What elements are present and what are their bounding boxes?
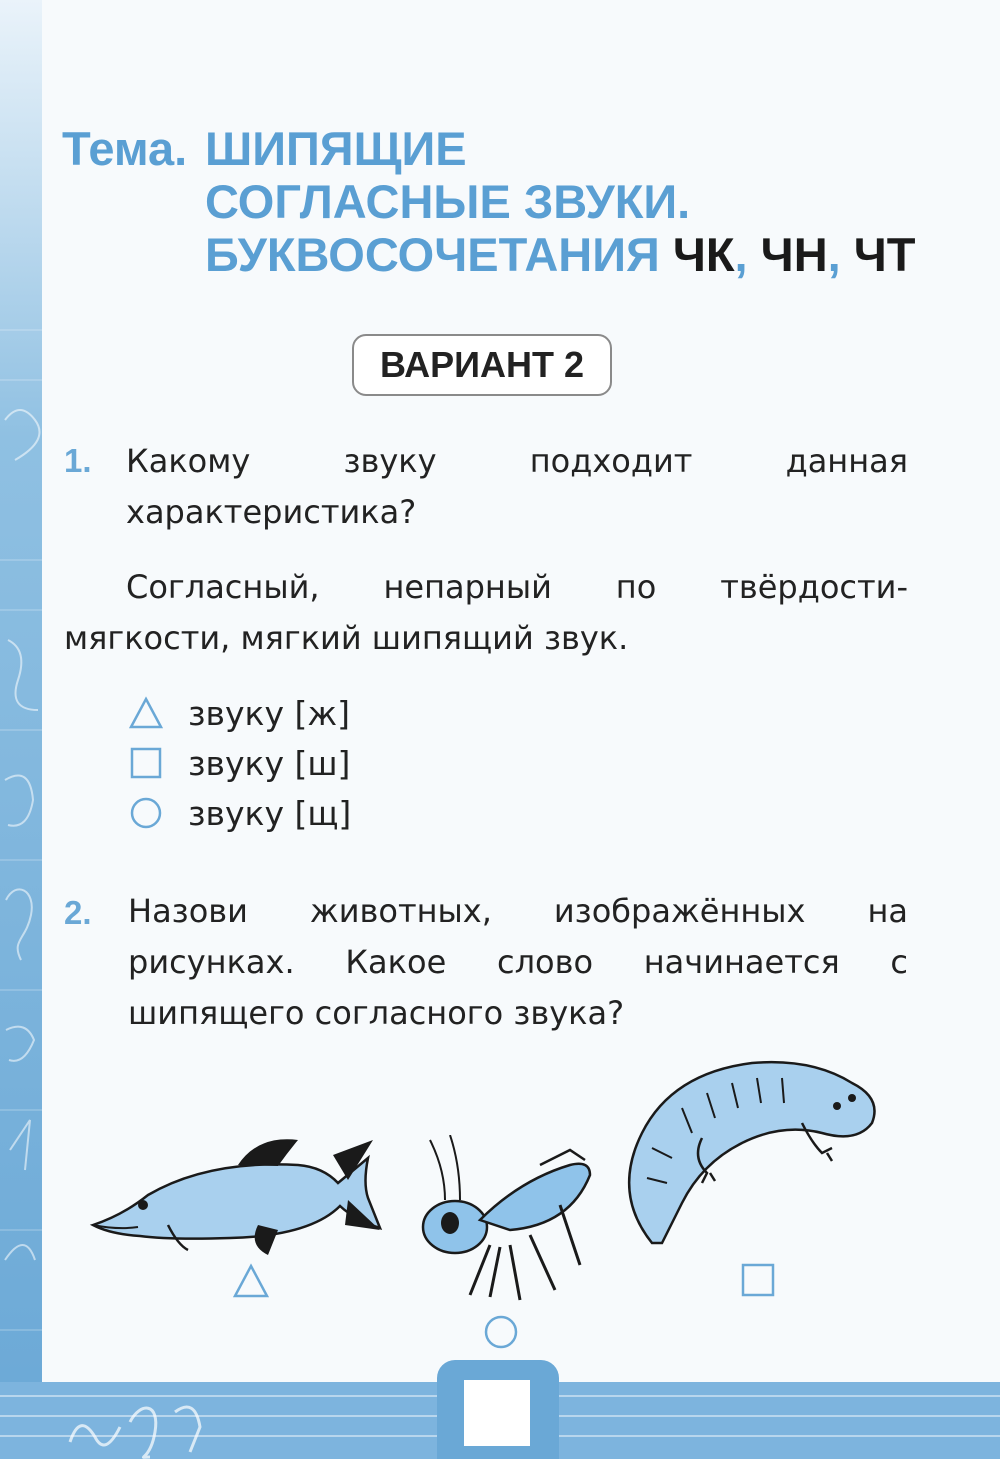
letter-combo-cht: ЧТ <box>853 228 916 281</box>
letter-combo-chn: ЧН <box>760 228 828 281</box>
question-2-number: 2. <box>64 894 92 931</box>
topic-line-3-prefix: БУКВОСОЧЕТАНИЯ <box>205 228 660 281</box>
topic-line-2: СОГЛАСНЫЕ ЗВУКИ. <box>205 175 691 228</box>
topic-line-3 <box>205 228 916 281</box>
page-number-box <box>464 1380 530 1446</box>
grasshopper-circle-mark-icon <box>482 1313 520 1351</box>
square-icon <box>128 745 164 781</box>
topic-label: Тема. <box>62 122 188 175</box>
combo-separator-1: , <box>734 228 748 281</box>
q1-option-2[interactable] <box>128 738 350 788</box>
question-1-text: Какому звуку подходит данная характеристика? <box>126 442 908 531</box>
letter-combo-chk: ЧК <box>672 228 735 281</box>
lizard-illustration <box>612 1048 892 1248</box>
circle-icon <box>128 795 164 831</box>
grasshopper-illustration <box>410 1135 610 1310</box>
pike-fish-illustration <box>88 1125 388 1255</box>
left-decorative-strip <box>0 0 42 1459</box>
lizard-square-mark-icon <box>739 1261 777 1299</box>
q1-option-1[interactable] <box>128 688 350 738</box>
fish-triangle-mark-icon <box>232 1262 270 1300</box>
q1-option-3-label: звуку [щ] <box>188 793 352 833</box>
q1-option-1-label: звуку [ж] <box>188 693 350 733</box>
triangle-icon <box>128 695 164 731</box>
question-1-number: 1. <box>64 442 92 479</box>
question-2-text: Назови животных, изображённых на рисунках. Какое слово начинается с шипящего согласного звука? <box>128 892 908 1032</box>
variant-badge: ВАРИАНТ 2 <box>352 334 612 396</box>
question-1-description: Согласный, непарный по твёрдости-мягкости, мягкий шипящий звук. <box>64 568 908 657</box>
topic-line-1: ШИПЯЩИЕ <box>205 122 467 175</box>
cursive-letters-decoration <box>0 0 42 1459</box>
q1-option-2-label: звуку [ш] <box>188 743 351 783</box>
combo-separator-2: , <box>827 228 841 281</box>
q1-option-3[interactable] <box>128 788 351 838</box>
